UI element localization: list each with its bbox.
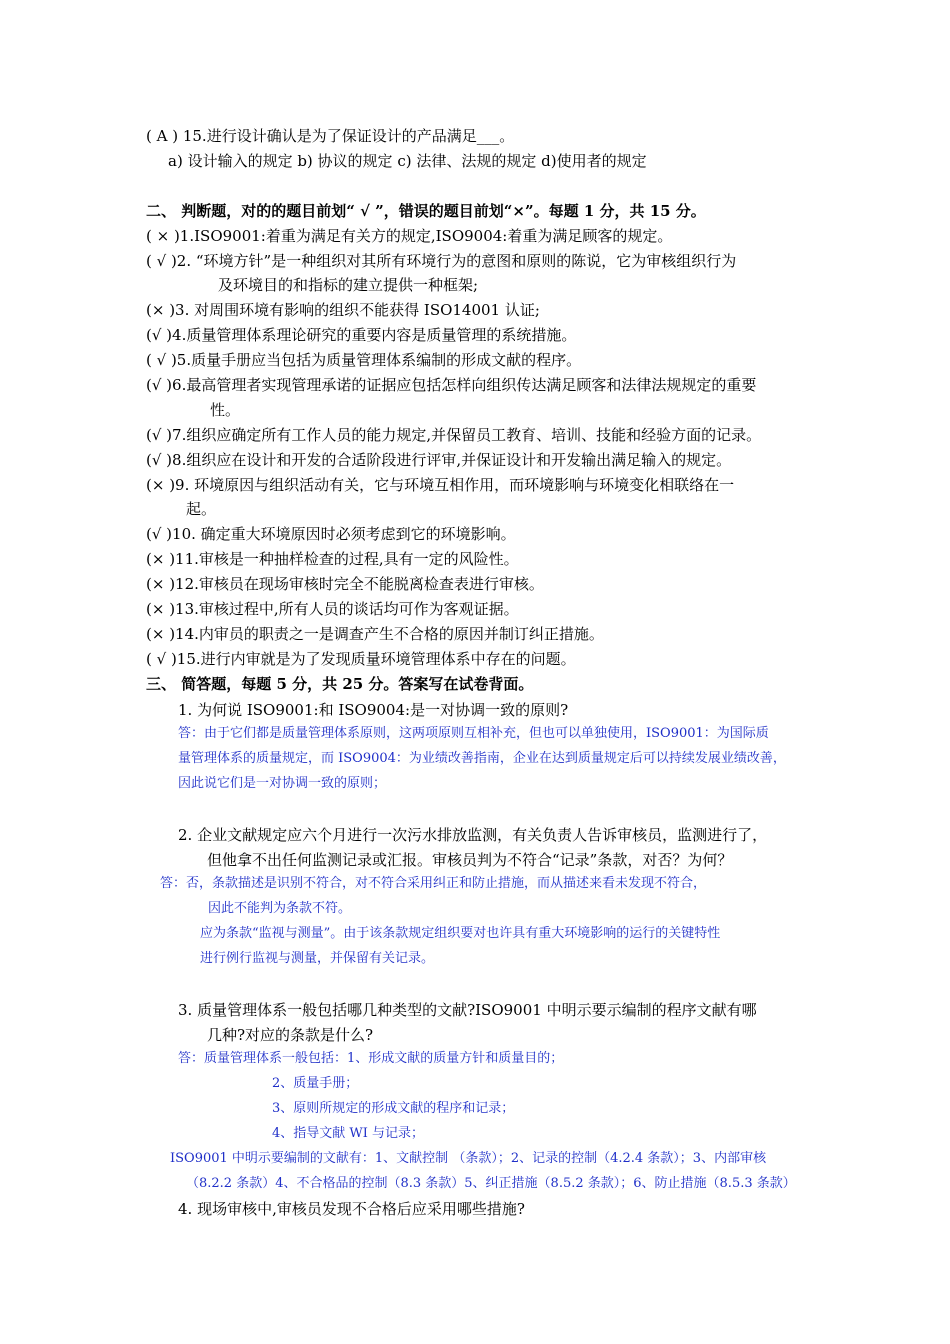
tf-item-1: ( × )1.ISO9001:着重为满足有关方的规定,ISO9004:着重为满足顾客的规定。	[146, 227, 673, 245]
sa-q2-answer-line-2: 因此不能判为条款不符。	[208, 901, 352, 916]
sa-q2-line-1: 2. 企业文献规定应六个月进行一次污水排放监测，有关负责人告诉审核员，监测进行了，	[178, 826, 768, 844]
tf-item-7: (√ )7.组织应确定所有工作人员的能力规定,并保留员工教育、培训、技能和经验方面的记录。	[146, 426, 762, 444]
tf-item-11: (× )11.审核是一种抽样检查的过程,具有一定的风险性。	[146, 550, 519, 568]
tf-item-12: (× )12.审核员在现场审核时完全不能脱离检查表进行审核。	[146, 575, 544, 593]
q15-options: a) 设计输入的规定 b) 协议的规定 c) 法律、法规的规定 d)使用者的规定	[168, 152, 647, 170]
tf-item-8: (√ )8.组织应在设计和开发的合适阶段进行评审,并保证设计和开发输出满足输入的规定。	[146, 451, 732, 469]
sa-q2-answer-line-3: 应为条款“监视与测量”。由于该条款规定组织要对也许具有重大环境影响的运行的关键特性	[200, 926, 721, 941]
tf-item-9-cont: 起。	[186, 500, 217, 518]
tf-item-6: (√ )6.最高管理者实现管理承诺的证据应包括怎样向组织传达满足顾客和法律法规规定的重要	[146, 376, 757, 394]
sa-q1-answer-line-2: 量管理体系的质量规定，而 ISO9004：为业绩改善指南，企业在达到质量规定后可以持续发展业绩改善，	[178, 751, 786, 766]
sa-q3-answer-line-6: （8.2.2 条款）4、不合格品的控制（8.3 条款）5、纠正措施（8.5.2 条款）；6、防止措施（8.5.3 条款）	[186, 1176, 796, 1191]
sa-q3-line-2: 几种?对应的条款是什么?	[207, 1026, 374, 1044]
tf-item-9: (× )9. 环境原因与组织活动有关，它与环境互相作用，而环境影响与环境变化相联络在一	[146, 476, 735, 494]
sa-q3-answer-line-4: 4、指导文献 WI 与记录；	[272, 1126, 425, 1141]
tf-item-15: ( √ )15.进行内审就是为了发现质量环境管理体系中存在的问题。	[146, 650, 576, 668]
sa-q3-answer-line-3: 3、原则所规定的形成文献的程序和记录；	[272, 1101, 515, 1116]
section3-heading: 三、 简答题，每题 5 分，共 25 分。答案写在试卷背面。	[146, 675, 534, 693]
sa-q1-answer-line-3: 因此说它们是一对协调一致的原则；	[178, 776, 387, 791]
tf-item-2: ( √ )2. “环境方针”是一种组织对其所有环境行为的意图和原则的陈说，它为审核组织行为	[146, 252, 737, 270]
sa-q1: 1. 为何说 ISO9001:和 ISO9004:是一对协调一致的原则?	[178, 701, 569, 719]
sa-q2-answer-line-1: 答：否，条款描述是识别不符合，对不符合采用纠正和防止措施，而从描述来看未发现不符合，	[160, 876, 707, 891]
section2-heading: 二、 判断题，对的的题目前划“ √ ”，错误的题目前划“×”。每题 1 分，共 15 分。	[146, 202, 706, 220]
sa-q3-line-1: 3. 质量管理体系一般包括哪几种类型的文献?ISO9001 中明示要示编制的程序文献有哪	[178, 1001, 757, 1019]
sa-q3-answer-line-1: 答：质量管理体系一般包括：1、形成文献的质量方针和质量目的；	[178, 1051, 564, 1066]
tf-item-2-cont: 及环境目的和指标的建立提供一种框架;	[218, 276, 479, 294]
sa-q2-answer-line-4: 进行例行监视与测量，并保留有关记录。	[200, 951, 435, 966]
sa-q3-answer-line-5: ISO9001 中明示要编制的文献有：1、文献控制 （条款）；2、记录的控制（4.2.4 条款）；3、内部审核	[170, 1151, 767, 1166]
tf-item-13: (× )13.审核过程中,所有人员的谈话均可作为客观证据。	[146, 600, 519, 618]
tf-item-3: (× )3. 对周围环境有影响的组织不能获得 ISO14001 认证;	[146, 301, 540, 319]
sa-q4: 4. 现场审核中,审核员发现不合格后应采用哪些措施?	[178, 1200, 525, 1218]
tf-item-5: ( √ )5.质量手册应当包括为质量管理体系编制的形成文献的程序。	[146, 351, 582, 369]
tf-item-10: (√ )10. 确定重大环境原因时必须考虑到它的环境影响。	[146, 525, 516, 543]
sa-q3-answer-line-2: 2、质量手册；	[272, 1076, 359, 1091]
tf-item-14: (× )14.内审员的职责之一是调查产生不合格的原因并制订纠正措施。	[146, 625, 604, 643]
q15-stem: ( A ) 15.进行设计确认是为了保证设计的产品满足___。	[146, 127, 515, 145]
sa-q2-line-2: 但他拿不出任何监测记录或汇报。审核员判为不符合“记录”条款，对否？为何？	[207, 851, 733, 869]
tf-item-4: (√ )4.质量管理体系理论研究的重要内容是质量管理的系统措施。	[146, 326, 577, 344]
tf-item-6-cont: 性。	[210, 401, 241, 419]
sa-q1-answer-line-1: 答：由于它们都是质量管理体系原则，这两项原则互相补充，但也可以单独使用，ISO9001：为国际质	[178, 726, 769, 741]
